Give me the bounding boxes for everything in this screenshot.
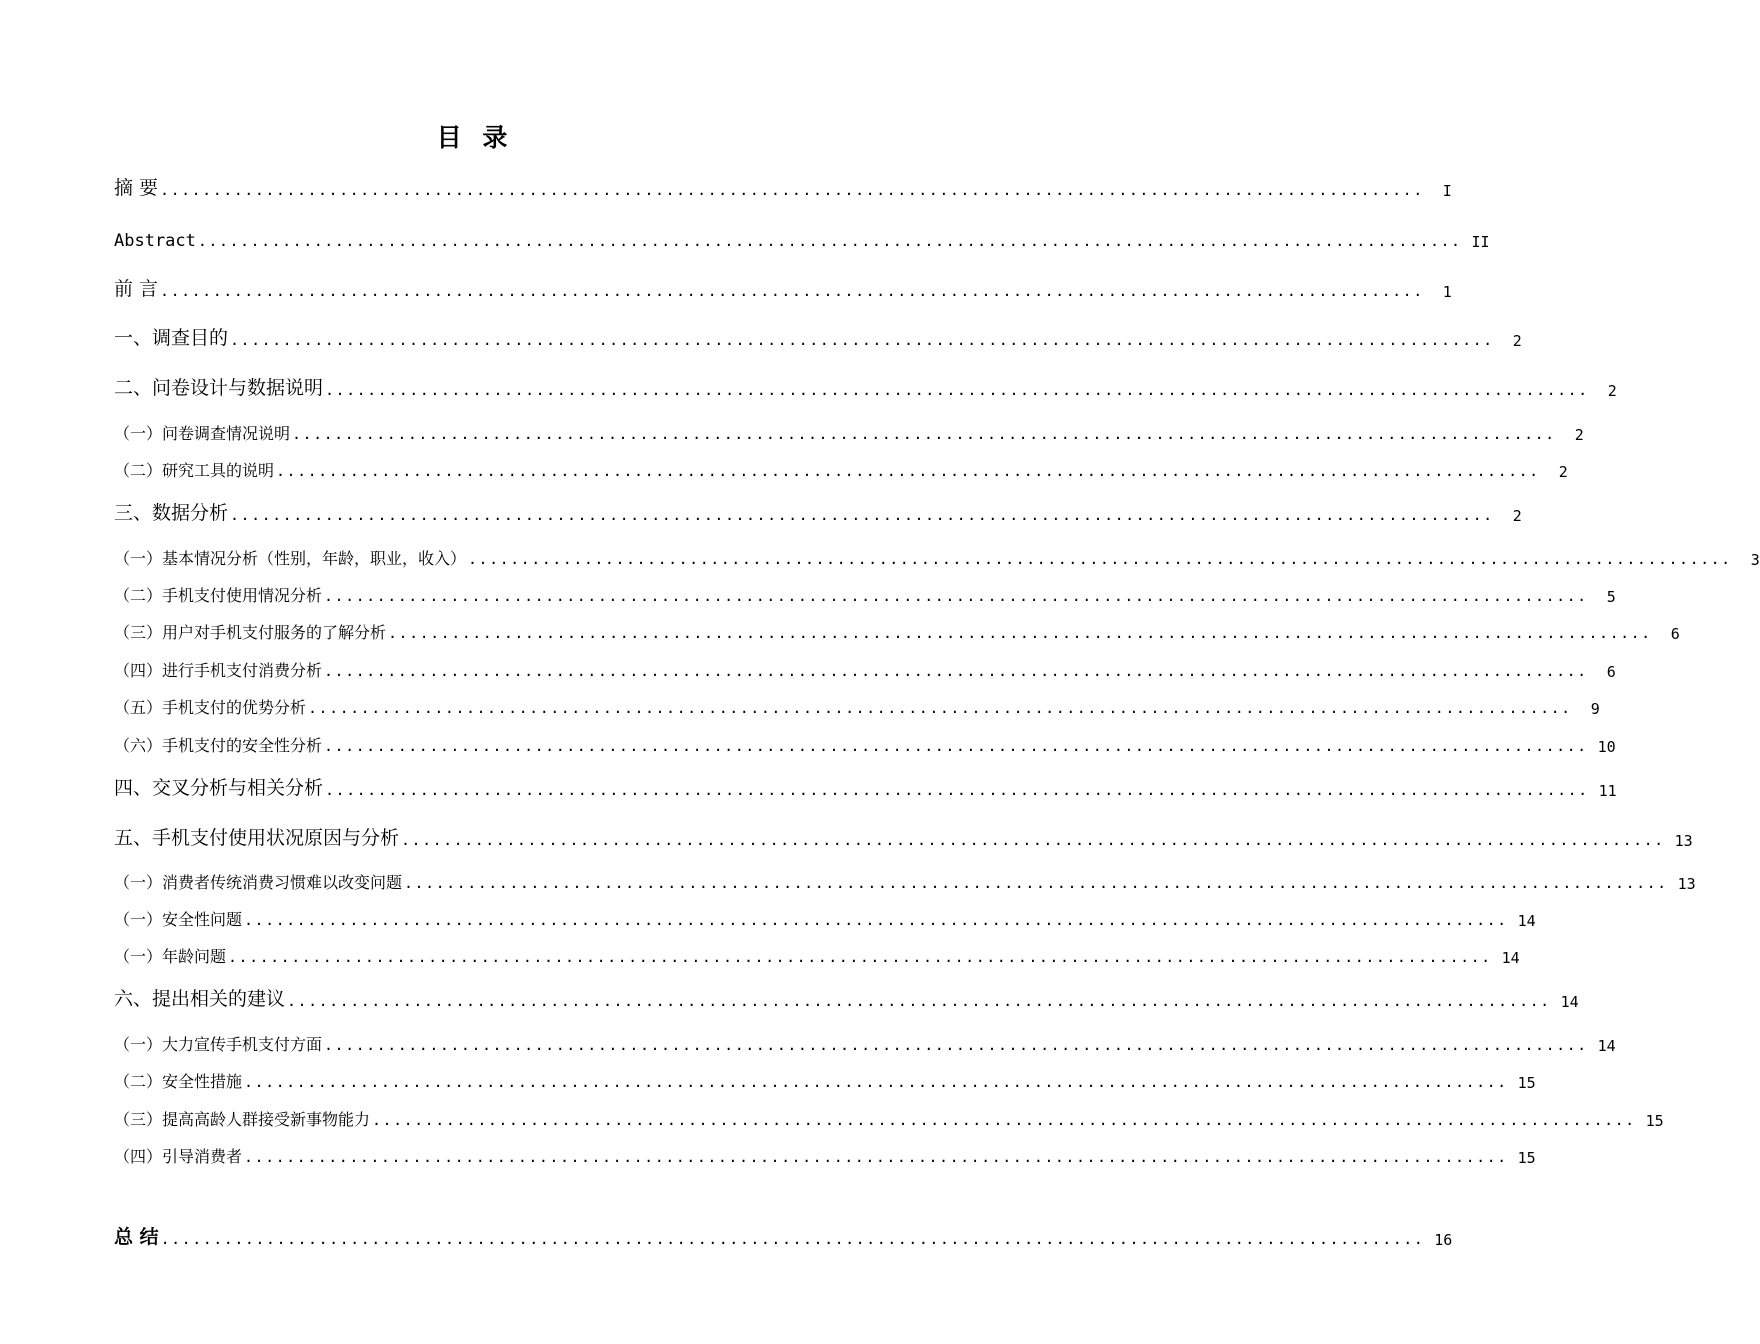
toc-leader-dots: ........................................................................................................................: [244, 1148, 1508, 1166]
toc-entry-abstract-en[interactable]: [114, 223, 1490, 251]
toc-entry-label: 前 言: [114, 278, 159, 300]
toc-entry-section-2-1[interactable]: [114, 416, 1584, 444]
toc-entry-section-3-1[interactable]: [114, 541, 1760, 569]
toc-leader-dots: ........................................................................................................................: [244, 1073, 1508, 1091]
toc-entry-label: （五）手机支付的优势分析: [114, 698, 307, 717]
toc-entry-section-2[interactable]: [114, 372, 1617, 400]
toc-leader-dots: ........................................................................................................................: [401, 831, 1665, 849]
toc-entry-page: 14: [1560, 993, 1579, 1011]
toc-entry-label: （三）提高高龄人群接受新事物能力: [114, 1110, 371, 1129]
toc-entry-page: II: [1471, 233, 1490, 251]
toc-entry-label: （三）用户对手机支付服务的了解分析: [114, 623, 387, 642]
toc-leader-dots: ........................................................................................................................: [160, 1230, 1425, 1248]
toc-entry-label: （二）安全性措施: [114, 1072, 243, 1091]
toc-entry-page: 2: [1574, 426, 1584, 444]
toc-leader-dots: ........................................................................................................................: [308, 699, 1572, 717]
toc-entry-label: 摘 要: [114, 177, 159, 199]
toc-entry-label: （四）进行手机支付消费分析: [114, 661, 323, 680]
toc-leader-dots: ........................................................................................................................: [325, 781, 1589, 799]
toc-entry-label: 总 结: [114, 1226, 159, 1248]
toc-entry-page: 2: [1558, 463, 1568, 481]
toc-entry-page: 11: [1598, 782, 1617, 800]
toc-entry-section-3-4[interactable]: [114, 653, 1616, 681]
toc-entry-page: 1: [1442, 283, 1452, 301]
toc-entry-page: 14: [1597, 1037, 1616, 1055]
toc-entry-label: （一）消费者传统消费习惯难以改变问题: [114, 873, 403, 892]
toc-leader-dots: ........................................................................................................................: [404, 874, 1668, 892]
toc-leader-dots: ........................................................................................................................: [276, 462, 1540, 480]
toc-entry-section-6-1[interactable]: [114, 1027, 1616, 1055]
toc-leader-dots: ........................................................................................................................: [388, 624, 1652, 642]
toc-entry-page: 14: [1517, 912, 1536, 930]
toc-entry-page: 6: [1606, 663, 1616, 681]
toc-leader-dots: ........................................................................................................................: [160, 181, 1424, 199]
toc-entry-section-4[interactable]: [114, 772, 1617, 800]
toc-leader-dots: ........................................................................................................................: [160, 282, 1424, 300]
toc-entry-page: 9: [1590, 700, 1600, 718]
toc-entry-label: 三、数据分析: [114, 502, 229, 524]
toc-entry-page: 5: [1606, 588, 1616, 606]
toc-entry-section-3-5[interactable]: [114, 690, 1600, 718]
toc-entry-page: 2: [1512, 507, 1522, 525]
toc-entry-section-6-4[interactable]: [114, 1139, 1536, 1167]
toc-leader-dots: ........................................................................................................................: [230, 506, 1494, 524]
toc-entry-label: （四）引导消费者: [114, 1147, 243, 1166]
toc-entry-label: （一）问卷调查情况说明: [114, 424, 291, 443]
toc-entry-label: （一）年龄问题: [114, 947, 227, 966]
toc-leader-dots: ........................................................................................................................: [197, 232, 1462, 250]
toc-leader-dots: ........................................................................................................................: [230, 331, 1494, 349]
toc-entry-label: Abstract: [114, 231, 196, 251]
toc-entry-page: 16: [1434, 1231, 1453, 1249]
toc-leader-dots: ........................................................................................................................: [372, 1111, 1636, 1129]
toc-entry-section-3[interactable]: [114, 497, 1522, 525]
toc-entry-page: 2: [1512, 332, 1522, 350]
toc-entry-page: 15: [1645, 1112, 1664, 1130]
toc-entry-section-5-3[interactable]: [114, 939, 1520, 967]
toc-leader-dots: ........................................................................................................................: [324, 662, 1588, 680]
toc-entry-section-5-2[interactable]: [114, 902, 1536, 930]
toc-entry-section-2-2[interactable]: [114, 453, 1568, 481]
toc-entry-page: 13: [1674, 832, 1693, 850]
toc-entry-section-6-3[interactable]: [114, 1102, 1664, 1130]
toc-entry-section-6[interactable]: [114, 983, 1579, 1011]
toc-title: 目 录: [436, 123, 514, 152]
toc-entry-label: 六、提出相关的建议: [114, 988, 286, 1010]
toc-entry-section-5[interactable]: [114, 822, 1693, 850]
toc-entry-section-3-3[interactable]: [114, 615, 1680, 643]
toc-entry-page: 3: [1750, 551, 1760, 569]
toc-entry-label: （一）大力宣传手机支付方面: [114, 1035, 323, 1054]
toc-entry-section-1[interactable]: [114, 322, 1522, 350]
toc-entry-label: （二）手机支付使用情况分析: [114, 586, 323, 605]
toc-leader-dots: ........................................................................................................................: [324, 737, 1588, 755]
toc-leader-dots: ........................................................................................................................: [287, 992, 1551, 1010]
toc-entry-label: （二）研究工具的说明: [114, 461, 275, 480]
toc-leader-dots: ........................................................................................................................: [244, 911, 1508, 929]
toc-entry-page: 15: [1517, 1074, 1536, 1092]
toc-entry-page: 10: [1597, 738, 1616, 756]
toc-leader-dots: ........................................................................................................................: [324, 1036, 1588, 1054]
toc-entry-page: 15: [1517, 1149, 1536, 1167]
toc-entry-label: 五、手机支付使用状况原因与分析: [114, 827, 400, 849]
toc-entry-label: （一）安全性问题: [114, 910, 243, 929]
toc-entry-section-3-2[interactable]: [114, 578, 1616, 606]
toc-entry-label: （六）手机支付的安全性分析: [114, 736, 323, 755]
toc-entry-preface[interactable]: [114, 273, 1452, 301]
toc-leader-dots: ........................................................................................................................: [324, 587, 1588, 605]
toc-entry-abstract-cn[interactable]: [114, 172, 1452, 200]
toc-entry-label: 四、交叉分析与相关分析: [114, 777, 324, 799]
toc-entry-section-5-1[interactable]: [114, 865, 1696, 893]
toc-entry-section-3-6[interactable]: [114, 728, 1616, 756]
toc-entry-page: 14: [1501, 949, 1520, 967]
toc-entry-label: 一、调查目的: [114, 327, 229, 349]
toc-entry-label: （一）基本情况分析（性别，年龄，职业，收入）: [114, 549, 467, 568]
toc-entry-summary[interactable]: [114, 1221, 1453, 1249]
toc-entry-label: 二、问卷设计与数据说明: [114, 377, 324, 399]
toc-entry-page: 13: [1677, 875, 1696, 893]
toc-leader-dots: ........................................................................................................................: [228, 948, 1492, 966]
toc-entry-page: 6: [1670, 625, 1680, 643]
toc-leader-dots: ........................................................................................................................: [292, 425, 1556, 443]
toc-entry-section-6-2[interactable]: [114, 1064, 1536, 1092]
toc-leader-dots: ........................................................................................................................: [468, 550, 1732, 568]
toc-entry-page: 2: [1607, 382, 1617, 400]
toc-entry-page: I: [1442, 182, 1452, 200]
toc-leader-dots: ........................................................................................................................: [325, 381, 1589, 399]
